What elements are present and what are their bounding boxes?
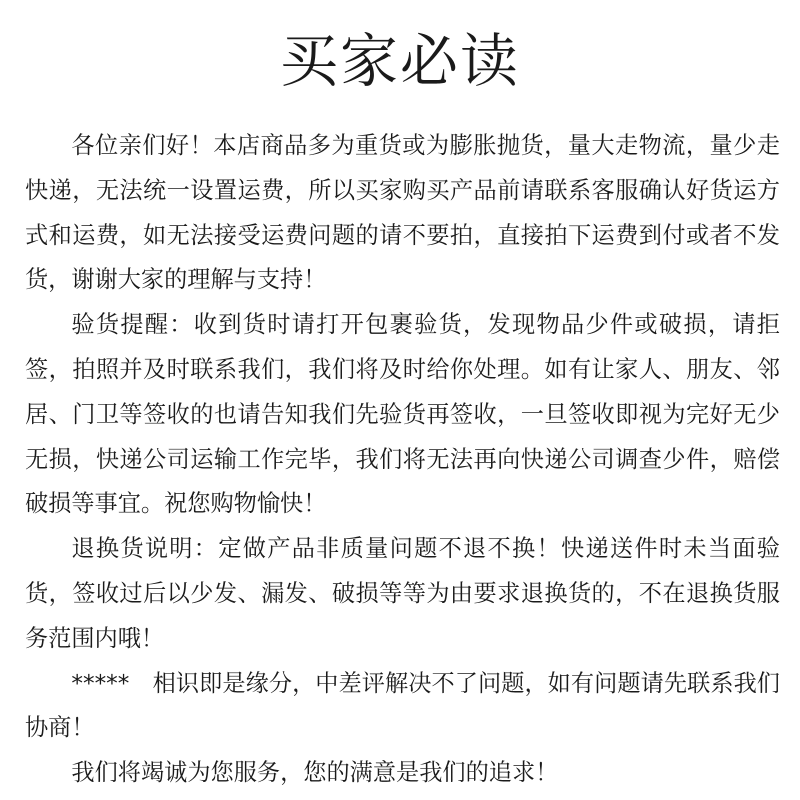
paragraph-greeting: 各位亲们好！本店商品多为重货或为膨胀抛货，量大走物流，量少走快递，无法统一设置运费，所以买家购买产品前请联系客服确认好货运方式和运费，如无法接受运费问题的请不要拍，直接拍下运费到付或者不发货，谢谢大家的理解与支持！ (25, 132, 780, 294)
notice-body (25, 124, 780, 796)
paragraph-inspection-reminder: 验货提醒：收到货时请打开包裹验货，发现物品少件或破损，请拒签，拍照并及时联系我们，我们将及时给你处理。如有让家人、朋友、邻居、门卫等签收的也请告知我们先验货再签收，一旦签收即视为完好无少无损，快递公司运输工作完毕，我们将无法再向快递公司调查少件，赔偿破损等事宜。祝您购物愉快！ (25, 311, 780, 518)
page-title: 买家必读 (279, 27, 520, 95)
paragraph-review-request: ***** 相识即是缘分，中差评解决不了问题，如有问题请先联系我们协商！ (25, 669, 780, 742)
paragraph-return-policy: 退换货说明：定做产品非质量问题不退不换！快递送件时未当面验货，签收过后以少发、漏发、破损等等为由要求退换货的，不在退换货服务范围内哦！ (25, 535, 780, 652)
paragraph-closing: 我们将竭诚为您服务，您的满意是我们的追求！ (71, 759, 559, 787)
